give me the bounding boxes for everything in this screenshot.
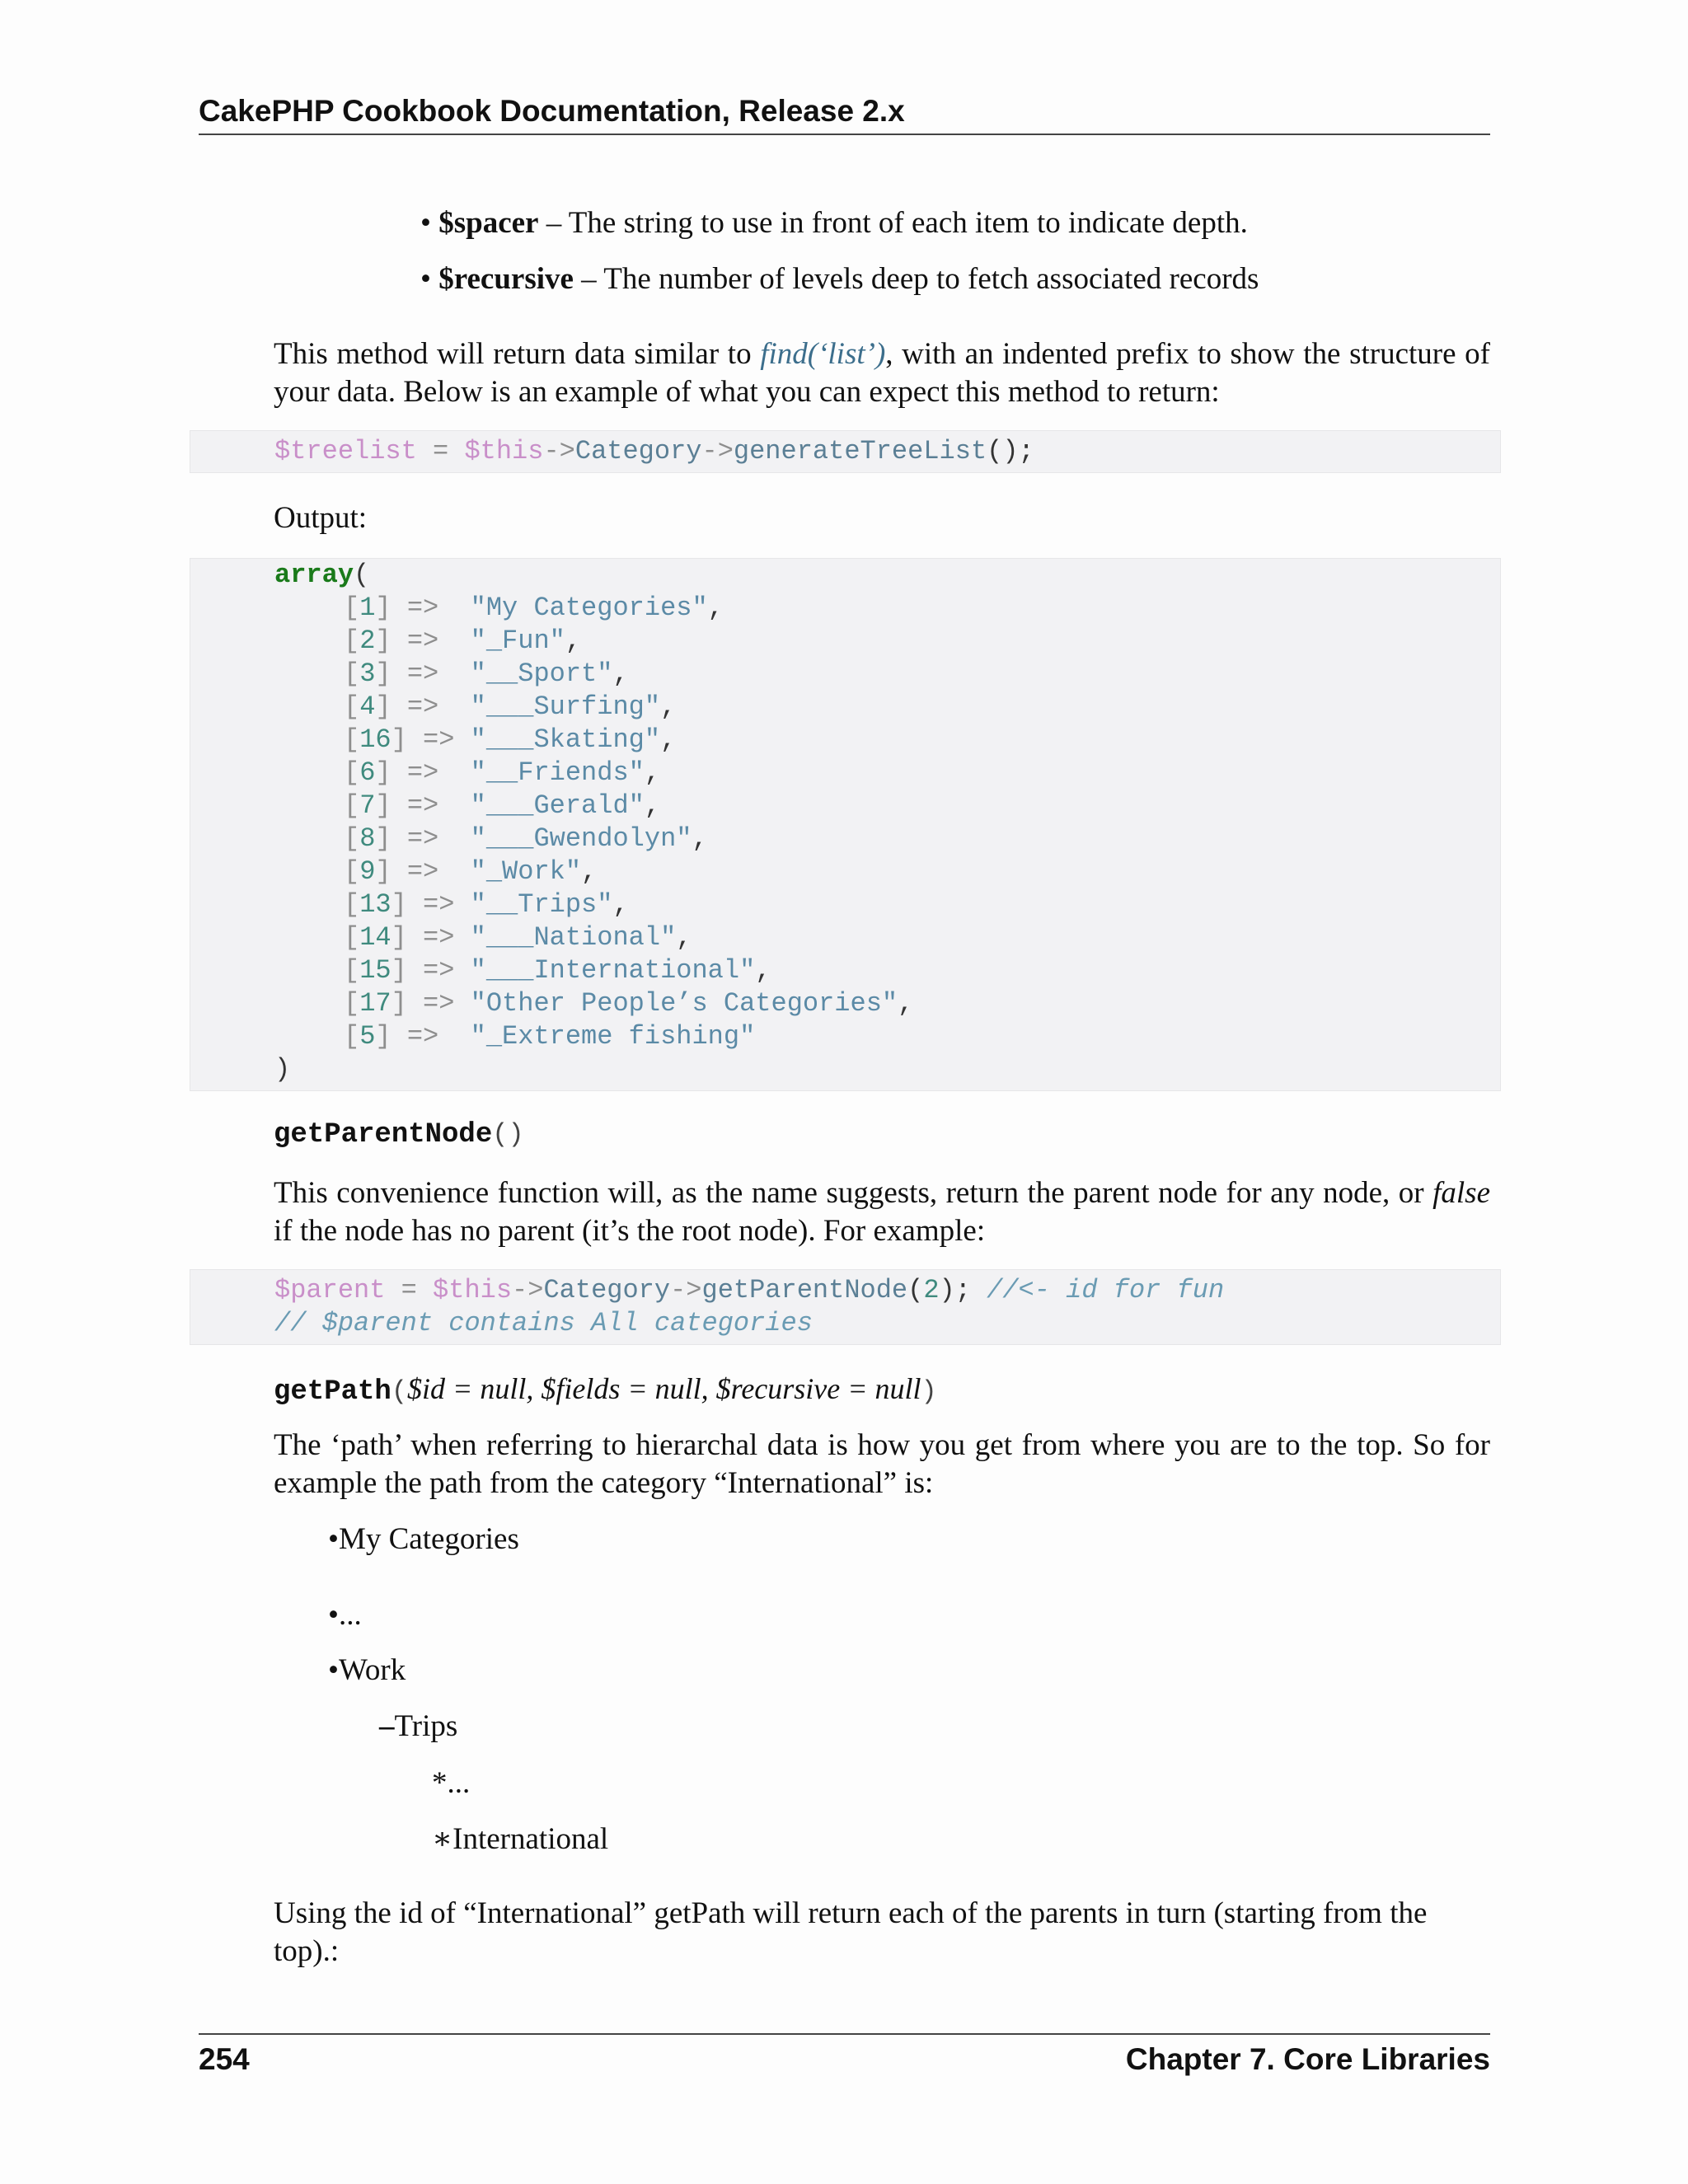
code-row: [3] => "__Sport", bbox=[344, 658, 629, 689]
running-header: CakePHP Cookbook Documentation, Release 2.x bbox=[199, 94, 905, 128]
path-item: *... bbox=[432, 1766, 471, 1800]
output-label: Output: bbox=[274, 501, 368, 535]
code-row: [8] => "___Gwendolyn", bbox=[344, 823, 708, 854]
path-item: •Work bbox=[328, 1653, 406, 1687]
bullet: • bbox=[328, 1598, 339, 1632]
code-block-treelist: $treelist = $this->Category->generateTreeList(); bbox=[190, 430, 1501, 473]
chapter-title: Chapter 7. Core Libraries bbox=[1125, 2042, 1490, 2076]
param-item-spacer bbox=[420, 204, 1248, 242]
path-item: –Trips bbox=[379, 1709, 458, 1743]
bullet: * bbox=[432, 1766, 448, 1800]
getparentnode-description: This convenience function will, as the name suggests, return the parent node for any node, or false if the node has no parent (it’s the root node). For example: bbox=[274, 1176, 1490, 1248]
signature-getparentnode: getParentNode() bbox=[274, 1119, 524, 1151]
param-name: $recursive bbox=[438, 262, 574, 296]
code-block-output: array( [1] => "My Categories", [2] => "_Fun", [3] => "__Sport", [4] => "___Surfing", [16] => "___Skating", [6] => "__Friends", [7] => "___Gerald", [8] => "___Gwendolyn", [9] => "_Work", [13] => "__Trips", [14] => "___National", [15] => "___International", [17] => "Other People’s Categories", [5] => "_Extreme fishing" ) bbox=[190, 558, 1501, 1091]
path-item: ∗International bbox=[432, 1822, 609, 1856]
code-row: [1] => "My Categories", bbox=[344, 593, 724, 623]
code-row: [2] => "_Fun", bbox=[344, 626, 582, 656]
bullet: – bbox=[379, 1709, 395, 1743]
code-row: [17] => "Other People’s Categories", bbox=[344, 988, 914, 1019]
method-name: getPath bbox=[274, 1376, 392, 1408]
path-item: •... bbox=[328, 1598, 362, 1632]
code-row: [15] => "___International", bbox=[344, 955, 771, 986]
find-list-link[interactable]: find(‘list’) bbox=[760, 337, 886, 371]
bullet: ∗ bbox=[432, 1822, 453, 1856]
path-item: •My Categories bbox=[328, 1522, 519, 1556]
code-row: [16] => "___Skating", bbox=[344, 724, 677, 755]
method-name: getParentNode bbox=[274, 1119, 493, 1151]
code-row: [14] => "___National", bbox=[344, 922, 692, 953]
footer-rule bbox=[199, 2033, 1490, 2035]
param-desc: – The string to use in front of each item to indicate depth. bbox=[538, 206, 1248, 240]
code-block-parent: $parent = $this->Category->getParentNode(2); //<- id for fun // $parent contains All categories bbox=[190, 1269, 1501, 1345]
code-row: [13] => "__Trips", bbox=[344, 889, 629, 920]
code-row: [4] => "___Surfing", bbox=[344, 691, 677, 722]
code-row: [7] => "___Gerald", bbox=[344, 790, 661, 821]
bullet: • bbox=[328, 1522, 339, 1556]
param-name: $spacer bbox=[438, 206, 539, 240]
code-row: [5] => "_Extreme fishing" bbox=[344, 1021, 756, 1052]
param-desc: – The number of levels deep to fetch associated records bbox=[573, 262, 1259, 296]
getpath-description: The ‘path’ when referring to hierarchal data is how you get from where you are to the top. So for example the path from the category “International” is: bbox=[274, 1428, 1490, 1500]
param-item-recursive bbox=[420, 260, 1259, 298]
closing-paragraph: Using the id of “International” getPath will return each of the parents in turn (starting from the top).: bbox=[274, 1896, 1428, 1968]
intro-paragraph: This method will return data similar to find(‘list’), with an indented prefix to show the structure of your data. Below is an example of what you can expect this method to return: bbox=[274, 337, 1490, 409]
bullet: • bbox=[328, 1653, 339, 1687]
signature-getpath: getPath($id = null, $fields = null, $recursive = null) bbox=[274, 1372, 937, 1408]
bullet: • bbox=[420, 262, 439, 296]
page-number: 254 bbox=[199, 2042, 250, 2076]
code-row: [9] => "_Work", bbox=[344, 856, 598, 887]
code-row: [6] => "__Friends", bbox=[344, 757, 661, 788]
header-rule bbox=[199, 134, 1490, 135]
bullet: • bbox=[420, 206, 439, 240]
